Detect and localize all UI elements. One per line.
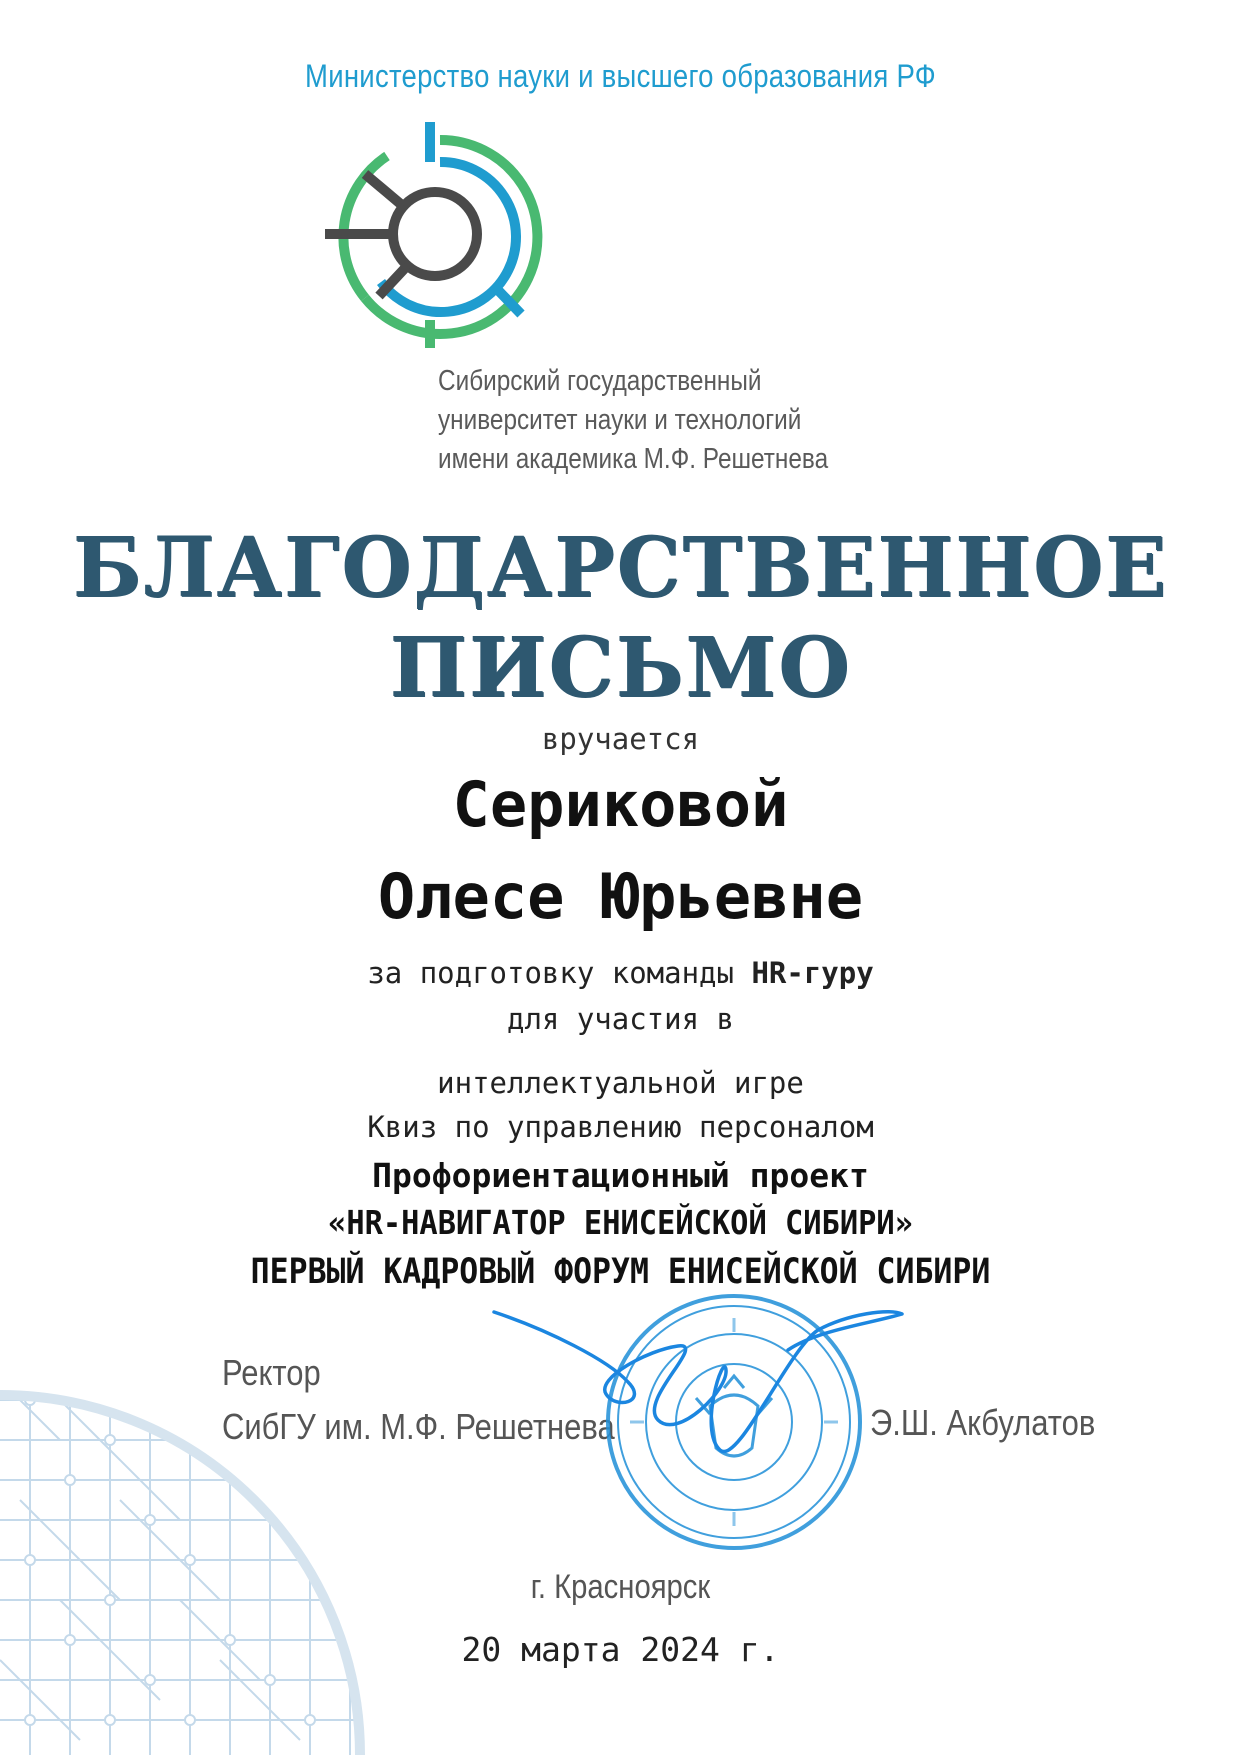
navigator-text: «HR-НАВИГАТОР ЕНИСЕЙСКОЙ СИБИРИ» — [328, 1203, 913, 1242]
presented-text: вручается — [541, 722, 700, 756]
signer-name: Э.Ш. Акбулатов — [870, 1402, 1096, 1443]
signer-position: Ректор — [222, 1352, 321, 1393]
rector-signature-icon — [488, 1290, 908, 1480]
recipient-name: Олесе Юрьевне — [377, 860, 864, 933]
signer-organization: СибГУ им. М.Ф. Решетнева — [222, 1406, 615, 1447]
university-name: Сибирский государственный университет науки и технологий имени академика М.Ф. Решетнева — [438, 365, 829, 475]
city: г. Красноярск — [530, 1568, 711, 1606]
team-name: HR-гуру — [751, 956, 874, 990]
date: 20 марта 2024 г. — [461, 1630, 780, 1669]
letter-title-line1: БЛАГОДАРСТВЕННОЕ — [72, 520, 1169, 616]
participation-text: для участия в — [507, 1002, 734, 1036]
forum-text: ПЕРВЫЙ КАДРОВЫЙ ФОРУМ ЕНИСЕЙСКОЙ СИБИРИ — [250, 1252, 991, 1292]
project-text: Профориентационный проект — [372, 1156, 869, 1195]
game-text: интеллектуальной игре — [437, 1066, 804, 1100]
quiz-text: Квиз по управлению персоналом — [367, 1110, 874, 1144]
letter-title-line2: ПИСЬМО — [389, 620, 852, 716]
preparation-text: за подготовку команды HR-гуру — [367, 956, 874, 990]
university-emblem-icon — [325, 122, 555, 352]
recipient-surname: Сериковой — [452, 768, 789, 841]
ministry-header: Министерство науки и высшего образования РФ — [305, 58, 936, 94]
